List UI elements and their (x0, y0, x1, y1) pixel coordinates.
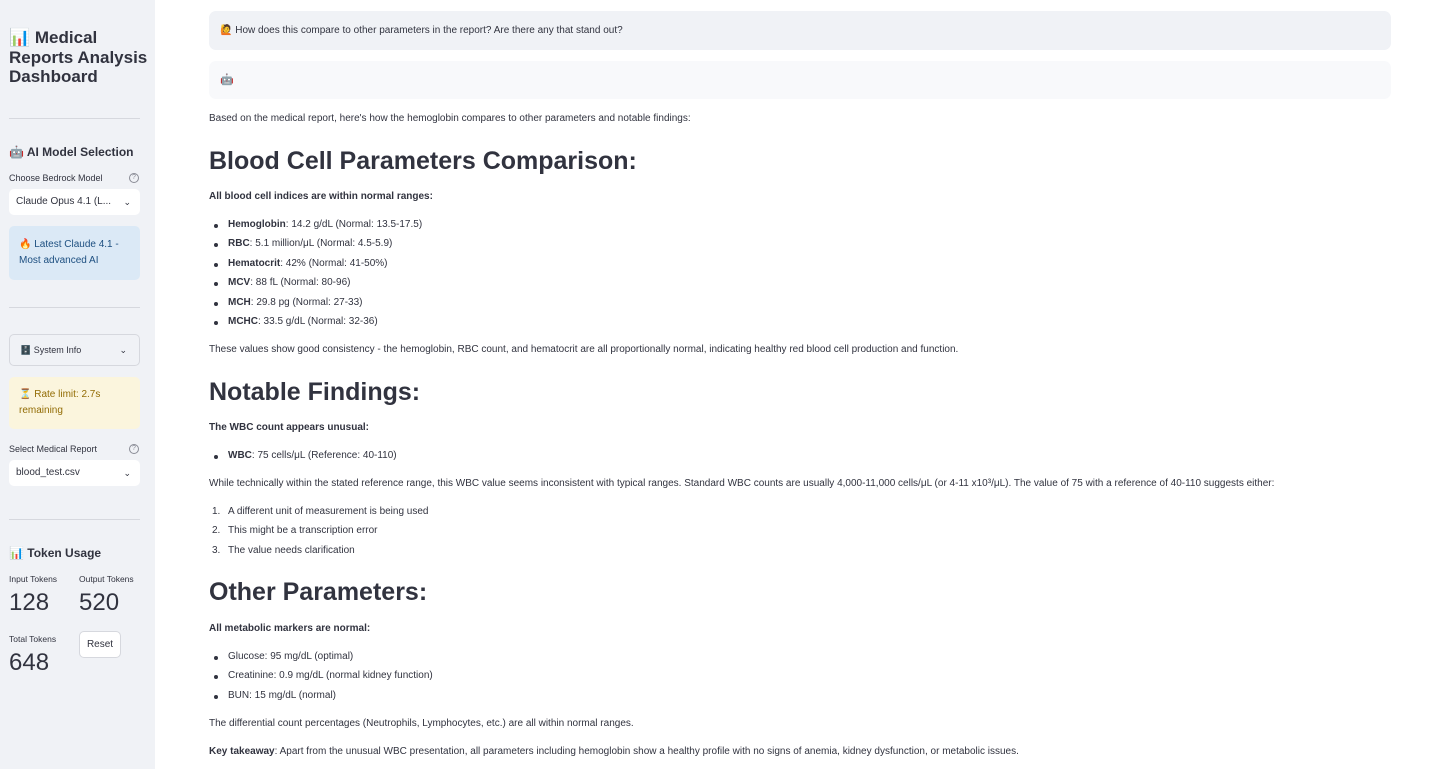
sidebar (0, 0, 155, 769)
output-tokens-label: Output Tokens (79, 574, 134, 584)
sidebar-divider (9, 307, 140, 308)
chevron-down-icon: ⌄ (123, 468, 131, 478)
question-circle-icon[interactable]: ? (129, 444, 139, 454)
list-item: MCHC: 33.5 g/dL (Normal: 32-36) (228, 316, 378, 327)
section-subhead: All metabolic markers are normal: (209, 623, 371, 634)
model-select-label: Choose Bedrock Model (9, 173, 103, 183)
list-item: WBC: 75 cells/μL (Reference: 40-110) (228, 450, 397, 461)
output-tokens-value: 520 (79, 589, 120, 616)
list-item: Hematocrit: 42% (Normal: 41-50%) (228, 258, 388, 269)
robot-avatar-icon: 🤖 (220, 74, 234, 86)
assistant-message-header (209, 61, 1391, 99)
input-tokens-label: Input Tokens (9, 574, 58, 584)
report-select-label: Select Medical Report (9, 444, 98, 454)
wbc-explanation: While technically within the stated reference range, this WBC value seems inconsistent with typical ranges. Standard WBC counts are usually 4,000-11,000 cells/μL (or 4-11 x10³/μL). The value of 75 with a reference of 40-110 suggests either: (209, 478, 1275, 489)
section-subhead: All blood cell indices are within normal ranges: (209, 191, 433, 202)
model-select-value: Claude Opus 4.1 (L... (16, 196, 112, 207)
input-tokens-value: 128 (9, 589, 50, 616)
chat-area (155, 0, 1430, 769)
app-title: 📊 Medical Reports Analysis Dashboard (9, 28, 148, 86)
model-select[interactable] (9, 189, 140, 215)
model-section-title: 🤖 AI Model Selection (9, 145, 134, 159)
list-item: 1. A different unit of measurement is being used (212, 506, 429, 517)
list-item: Hemoglobin: 14.2 g/dL (Normal: 13.5-17.5) (228, 219, 423, 230)
list-item: Creatinine: 0.9 mg/dL (normal kidney function) (228, 670, 433, 681)
user-avatar-icon: 🙋 (220, 25, 233, 36)
section-summary: These values show good consistency - the hemoglobin, RBC count, and hematocrit are all proportionally normal, indicating healthy red blood cell production and function. (209, 344, 959, 355)
system-info-expander[interactable] (9, 334, 140, 366)
section-heading: Notable Findings: (209, 378, 421, 406)
list-item: BUN: 15 mg/dL (normal) (228, 690, 336, 701)
user-message-text: How does this compare to other parameters in the report? Are there any that stand out? (235, 25, 623, 36)
rate-limit-warning: ⏳ Rate limit: 2.7s remaining (9, 377, 140, 429)
list-item: 3. The value needs clarification (212, 545, 355, 556)
section-subhead: The WBC count appears unusual: (209, 422, 370, 433)
list-item: 2. This might be a transcription error (212, 525, 378, 536)
question-circle-icon[interactable]: ? (129, 173, 139, 183)
total-tokens-label: Total Tokens (9, 634, 57, 644)
user-message (209, 11, 1391, 50)
list-item: MCH: 29.8 pg (Normal: 27-33) (228, 297, 363, 308)
section-heading: Other Parameters: (209, 578, 428, 606)
model-info-box: 🔥 Latest Claude 4.1 - Most advanced AI (9, 226, 140, 280)
report-select-value: blood_test.csv (16, 467, 80, 478)
report-select[interactable] (9, 460, 140, 486)
list-item: MCV: 88 fL (Normal: 80-96) (228, 277, 351, 288)
system-info-label: 🗄️ System Info (20, 345, 82, 355)
chevron-down-icon: ⌄ (119, 345, 127, 355)
total-tokens-value: 648 (9, 649, 50, 676)
sidebar-divider (9, 519, 140, 520)
list-item: RBC: 5.1 million/μL (Normal: 4.5-5.9) (228, 238, 393, 249)
list-item: Glucose: 95 mg/dL (optimal) (228, 651, 354, 662)
sidebar-divider (9, 118, 140, 119)
response-intro: Based on the medical report, here's how the hemoglobin compares to other parameters and notable findings: (209, 113, 691, 124)
differential-note: The differential count percentages (Neutrophils, Lymphocytes, etc.) are all within normal ranges. (209, 718, 634, 729)
chevron-down-icon: ⌄ (123, 197, 131, 207)
section-heading: Blood Cell Parameters Comparison: (209, 147, 637, 175)
token-usage-title: 📊 Token Usage (9, 546, 102, 560)
key-takeaway: Key takeaway: Apart from the unusual WBC presentation, all parameters including hemoglobin show a healthy profile with no signs of anemia, kidney dysfunction, or metabolic issues. (209, 746, 1019, 757)
reset-button[interactable]: Reset (79, 631, 121, 658)
